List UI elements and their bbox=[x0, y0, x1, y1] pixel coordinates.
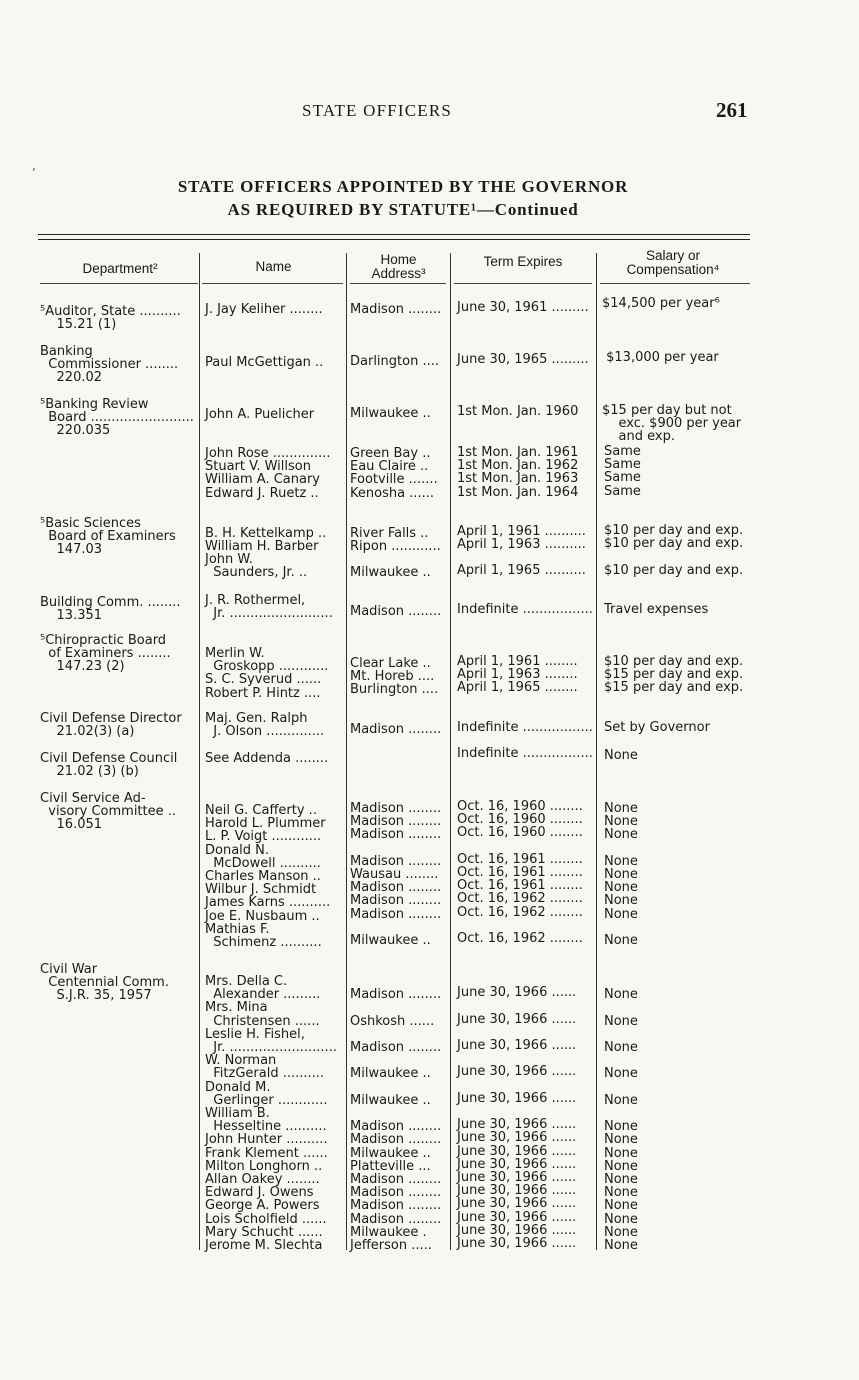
header-name: Name bbox=[255, 259, 292, 274]
table-cell-salary: $10 per day and exp. $10 per day and exp. bbox=[604, 523, 744, 552]
table-cell-salary: Same Same Same Same bbox=[604, 444, 641, 499]
table-cell-name: Saunders, Jr. .. bbox=[205, 565, 308, 580]
top-rule-inner bbox=[38, 239, 750, 240]
table-cell-term: April 1, 1961 ........ April 1, 1963 ........ April 1, 1965 ........ bbox=[457, 654, 578, 696]
table-cell-address: Clear Lake .. Mt. Horeb .... Burlington .... bbox=[350, 656, 439, 698]
table-cell-term: Indefinite ................. bbox=[457, 746, 593, 761]
table-cell-department: Civil Defense Council 21.02 (3) (b) bbox=[40, 751, 178, 780]
page-number: 261 bbox=[716, 98, 748, 122]
table-cell-salary: None None None None None None None None None bbox=[604, 801, 638, 949]
table-cell-department: ⁵Banking Review Board ......................... 220.035 bbox=[40, 397, 194, 439]
table-cell-address: Madison ........ bbox=[350, 722, 442, 737]
table-cell-address: River Falls .. Ripon ............ bbox=[350, 526, 441, 555]
table-cell-term: June 30, 1961 ......... bbox=[457, 300, 589, 315]
header-salary: Salary or Compensation⁴ bbox=[626, 248, 720, 277]
table-cell-salary: $10 per day and exp. $15 per day and exp. $15 per day and exp. bbox=[604, 654, 744, 696]
table-cell-term: Indefinite ................. bbox=[457, 720, 593, 735]
header-home-address: Home Address³ bbox=[371, 252, 426, 281]
running-head: STATE OFFICERS bbox=[302, 101, 453, 120]
table-cell-name: Merlin W. Groskopp ............ S. C. Syverud ...... Robert P. Hintz .... bbox=[205, 646, 329, 701]
top-rule bbox=[38, 234, 750, 235]
table-cell-salary: $10 per day and exp. bbox=[604, 563, 744, 578]
header-department: Department² bbox=[82, 261, 158, 276]
table-cell-term: June 30, 1966 ...... June 30, 1966 ...... June 30, 1966 ...... June 30, 1966 ...... June 30, 1966 ...... June 30, 1966 ...... June 30, 1966 ...... June 30, 1966 ...... June 30, 1966 ...... June 30, 1966 ...... June 30, 1966 ...... June 30, 1966 ...... June 30, 1966 ...... June 30, 1966 ...... June 30, 1966 ...... bbox=[457, 985, 577, 1252]
table-cell-department: ⁵Chiropractic Board of Examiners ........ 147.23 (2) bbox=[40, 633, 171, 675]
table-cell-department: Building Comm. ........ 13.351 bbox=[40, 595, 181, 624]
table-cell-term: 1st Mon. Jan. 1960 bbox=[457, 404, 579, 419]
table-cell-department: Civil Service Ad- visory Committee .. 16.051 bbox=[40, 791, 177, 833]
table-cell-department: ⁵Basic Sciences Board of Examiners 147.03 bbox=[40, 516, 176, 558]
column-divider bbox=[199, 253, 200, 1250]
column-divider bbox=[596, 253, 597, 1250]
table-cell-address: Madison ........ bbox=[350, 302, 442, 317]
header-underline bbox=[202, 283, 343, 284]
stray-mark: ‘ bbox=[32, 166, 36, 179]
table-cell-salary: $14,500 per year⁶ bbox=[602, 296, 720, 311]
table-cell-address: Milwaukee .. bbox=[350, 406, 431, 421]
header-underline bbox=[40, 283, 198, 284]
table-cell-address: Madison ........ bbox=[350, 604, 442, 619]
table-cell-term: Oct. 16, 1960 ........ Oct. 16, 1960 ........ Oct. 16, 1960 ........ Oct. 16, 1961 ........ Oct. 16, 1961 ........ Oct. 16, 1961 ........ Oct. 16, 1962 ........ Oct. 16, 1962 ........ Oct. 16, 1962 ........ bbox=[457, 799, 583, 947]
table-cell-department: ⁵Auditor, State .......... 15.21 (1) bbox=[40, 304, 181, 333]
header-underline bbox=[454, 283, 592, 284]
table-cell-term: Indefinite ................. bbox=[457, 602, 593, 617]
table-cell-term: June 30, 1965 ......... bbox=[457, 352, 589, 367]
table-cell-address: Madison ........ Oshkosh ...... Madison ........ Milwaukee .. Milwaukee .. Madison ........ Madison ........ Milwaukee .. Platteville ... Madison ........ Madison ........ Madison ........ Madison ........ Milwaukee . Jefferson ..... bbox=[350, 987, 442, 1254]
table-cell-department: Civil War Centennial Comm. S.J.R. 35, 1957 bbox=[40, 962, 169, 1004]
column-divider bbox=[450, 253, 451, 1250]
table-cell-name: Mrs. Della C. Alexander ......... Mrs. Mina Christensen ...... Leslie H. Fishel, Jr. .......................... W. Norman FitzGerald .......... Donald M. Gerlinger ............ William B. Hesseltine .......... John Hunter .......... Frank Klement ...... Milton Longhorn .. Allan Oakey ........ Edward J. Owens George A. Powers Lois Scholfield ...... Mary Schucht ...... Jerome M. Slechta bbox=[205, 974, 337, 1254]
table-cell-name: J. R. Rothermel, Jr. ......................... bbox=[205, 593, 333, 622]
table-cell-salary: None bbox=[604, 748, 638, 763]
table-cell-salary: Set by Governor bbox=[604, 720, 710, 735]
table-cell-address: Madison ........ Madison ........ Madison ........ Madison ........ Wausau ........ Madison ........ Madison ........ Madison ........ Milwaukee .. bbox=[350, 801, 442, 949]
table-cell-term: April 1, 1965 .......... bbox=[457, 563, 586, 578]
header-underline bbox=[350, 283, 446, 284]
table-title-line-2: AS REQUIRED BY STATUTE¹—Continued bbox=[227, 200, 579, 219]
table-cell-address: Milwaukee .. bbox=[350, 565, 431, 580]
table-cell-name: John Rose .............. Stuart V. Willson William A. Canary Edward J. Ruetz .. bbox=[205, 446, 331, 501]
table-cell-department: Civil Defense Director 21.02(3) (a) bbox=[40, 711, 182, 740]
table-cell-address: Green Bay .. Eau Claire .. Footville ....... Kenosha ...... bbox=[350, 446, 438, 501]
table-cell-salary: $15 per day but not exc. $900 per year and exp. bbox=[602, 403, 742, 445]
table-cell-name: John A. Puelicher bbox=[205, 407, 315, 422]
table-cell-name: J. Jay Keliher ........ bbox=[205, 302, 323, 317]
table-cell-name: See Addenda ........ bbox=[205, 751, 329, 766]
table-cell-salary: Travel expenses bbox=[604, 602, 709, 617]
table-cell-salary: $13,000 per year bbox=[602, 350, 719, 365]
table-cell-address: Darlington .... bbox=[350, 354, 439, 369]
header-underline bbox=[600, 283, 750, 284]
table-cell-name: B. H. Kettelkamp .. William H. Barber John W. bbox=[205, 526, 327, 568]
table-cell-name: Neil G. Cafferty .. Harold L. Plummer L. P. Voigt ............ Donald N. McDowell .......... Charles Manson .. Wilbur J. Schmidt James Karns .......... Joe E. Nusbaum .. Mathias F. Schimenz .......... bbox=[205, 803, 331, 951]
table-cell-term: 1st Mon. Jan. 1961 1st Mon. Jan. 1962 1st Mon. Jan. 1963 1st Mon. Jan. 1964 bbox=[457, 445, 579, 500]
table-cell-name: Paul McGettigan .. bbox=[205, 355, 324, 370]
header-term-expires: Term Expires bbox=[483, 254, 563, 269]
column-divider bbox=[346, 253, 347, 1250]
table-cell-name: Maj. Gen. Ralph J. Olson .............. bbox=[205, 711, 325, 740]
table-cell-salary: None None None None None None None None None None None None None None None bbox=[604, 987, 638, 1254]
table-title-line-1: STATE OFFICERS APPOINTED BY THE GOVERNOR bbox=[177, 177, 629, 196]
table-cell-term: April 1, 1961 .......... April 1, 1963 .......... bbox=[457, 524, 586, 553]
table-cell-department: Banking Commissioner ........ 220.02 bbox=[40, 344, 179, 386]
